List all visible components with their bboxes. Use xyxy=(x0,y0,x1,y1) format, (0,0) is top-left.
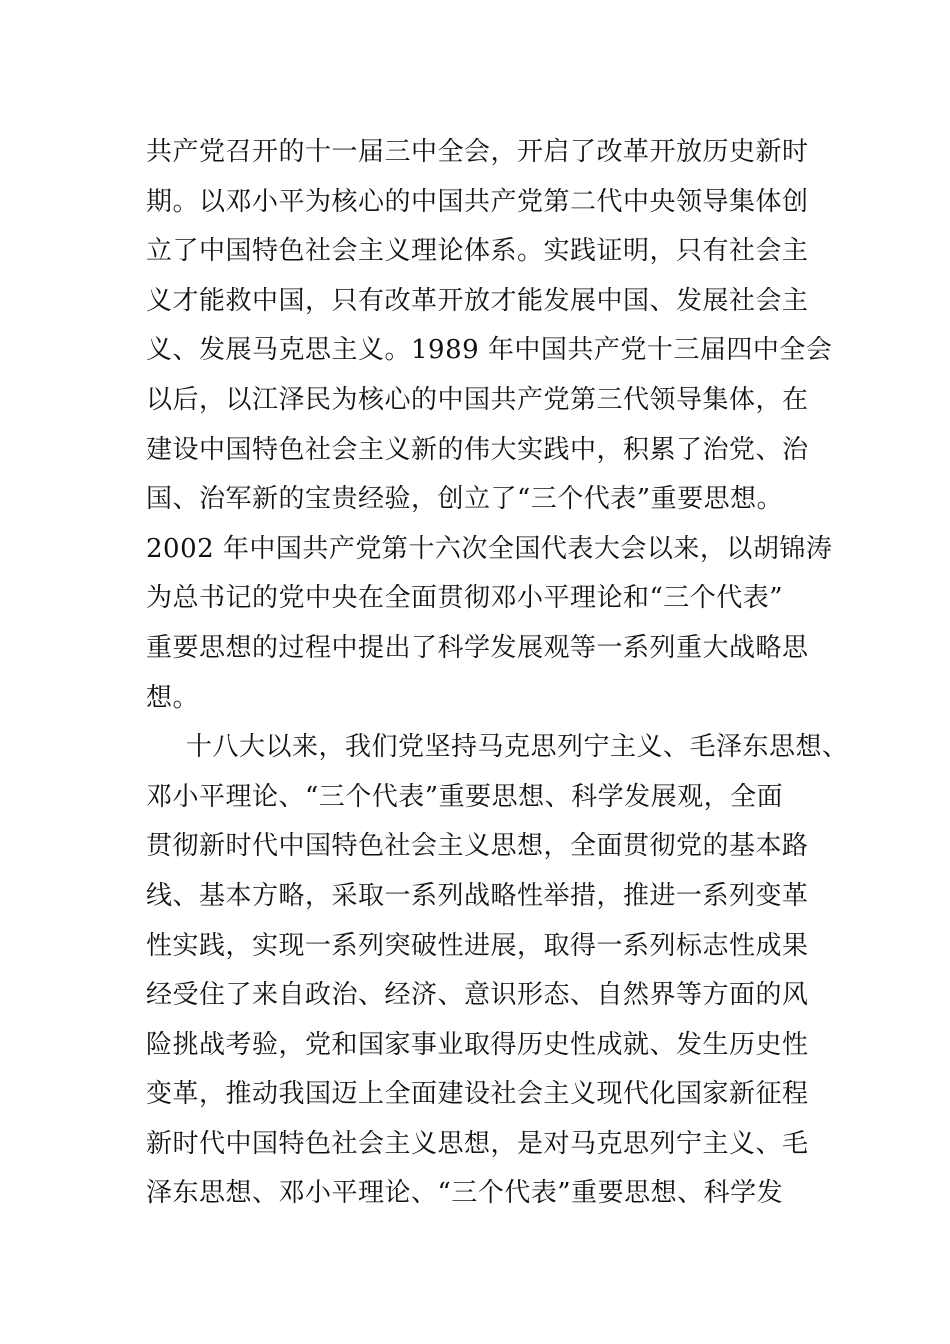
text-line: 义、发展马克思主义。1989 年中国共产党十三届四中全会 xyxy=(146,335,833,366)
text-line: 2002 年中国共产党第十六次全国代表大会以来，以胡锦涛 xyxy=(146,533,833,564)
text-line: 重要思想的过程中提出了科学发展观等一系列重大战略思 xyxy=(146,632,809,663)
text-line: 国、治军新的宝贵经验，创立了“三个代表”重要思想。 xyxy=(146,484,784,515)
text-line: 变革，推动我国迈上全面建设社会主义现代化国家新征程 xyxy=(146,1079,809,1110)
text-line: 险挑战考验，党和国家事业取得历史性成就、发生历史性 xyxy=(146,1029,809,1060)
text-line: 邓小平理论、“三个代表”重要思想、科学发展观，全面 xyxy=(146,781,784,812)
text-line: 线、基本方略，采取一系列战略性举措，推进一系列变革 xyxy=(146,880,809,911)
text-line: 新时代中国特色社会主义思想，是对马克思列宁主义、毛 xyxy=(146,1128,809,1159)
text-line: 性实践，实现一系列突破性进展，取得一系列标志性成果 xyxy=(146,930,809,961)
text-line: 想。 xyxy=(146,682,200,713)
text-line: 泽东思想、邓小平理论、“三个代表”重要思想、科学发 xyxy=(146,1178,784,1209)
text-line: 经受住了来自政治、经济、意识形态、自然界等方面的风 xyxy=(146,980,809,1011)
text-line: 建设中国特色社会主义新的伟大实践中，积累了治党、治 xyxy=(146,434,809,465)
text-line: 为总书记的党中央在全面贯彻邓小平理论和“三个代表” xyxy=(146,583,784,614)
text-line: 立了中国特色社会主义理论体系。实践证明，只有社会主 xyxy=(146,236,809,267)
paragraph-start-line: 十八大以来，我们党坚持马克思列宁主义、毛泽东思想、 xyxy=(186,732,849,763)
body-text xyxy=(146,128,849,1219)
text-line: 期。以邓小平为核心的中国共产党第二代中央领导集体创 xyxy=(146,186,809,217)
text-line: 以后，以江泽民为核心的中国共产党第三代领导集体，在 xyxy=(146,384,809,415)
text-line: 共产党召开的十一届三中全会，开启了改革开放历史新时 xyxy=(146,137,809,167)
text-line: 贯彻新时代中国特色社会主义思想，全面贯彻党的基本路 xyxy=(146,831,809,862)
text-line: 义才能救中国，只有改革开放才能发展中国、发展社会主 xyxy=(146,285,809,316)
